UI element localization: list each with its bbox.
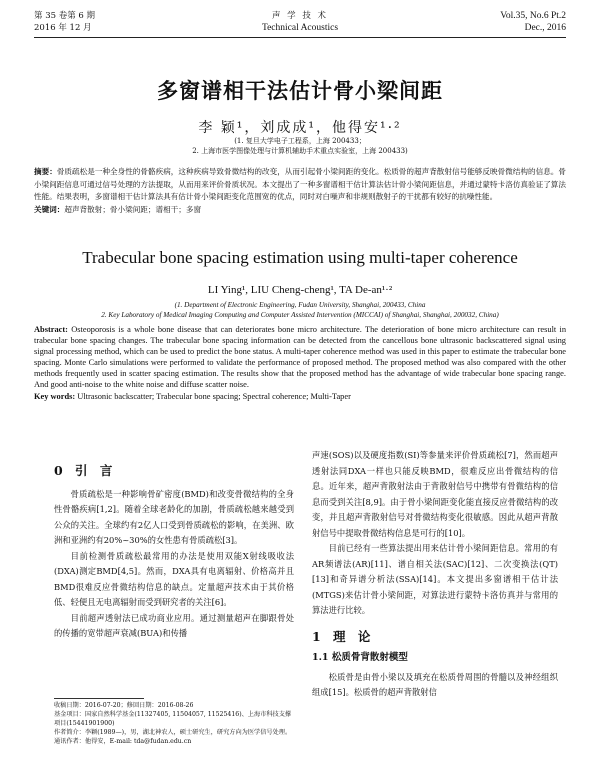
journal-name [34,10,566,34]
footnote [54,701,294,746]
section-1-heading: 1 理 论 [312,628,375,644]
volume-issue-cn: 第 35 卷第 6 期 [34,11,96,21]
intro-paragraph-5: 目前已经有一些算法提出用来估计骨小梁间距信息。常用的有AR频谱法(AR)[11]、谱自相关法(SAC)[12]、二次变换法(QT)[13]和奇异谱分析法(SSA)[14]。本文提出多窗谱相干估计法(MTGS)来估计骨小梁间距，对算法进行蒙特卡洛仿真并与常用的算法进行比较。 [312,543,558,615]
theory-paragraph-1: 松质骨是由骨小梁以及填充在松质骨周围的骨髓以及神经组织组成[15]。松质骨的超声背散射信 [312,671,558,697]
journal-name-cn: 声 学 技 术 [271,11,329,21]
affiliation-cn-line2: 2. 上海市医学图像处理与计算机辅助手术重点实验室，上海 200433) [192,147,408,155]
left-column [54,463,294,642]
journal-name-en: Technical Acoustics [261,23,339,33]
right-column [312,448,558,701]
abstract-en [34,324,566,402]
footnote-received: 收稿日期：2016-07-20；修回日期：2016-08-26 [54,702,194,709]
affiliation-cn [0,136,600,156]
volume-issue-en: Vol.35, No.6 Pt.2 [500,11,566,21]
title-cn: 多窗谱相干法估计骨小梁间距 [157,78,443,103]
section-0-heading: 0 引 言 [54,463,117,478]
keywords-cn-label: 关键词： [34,204,65,214]
footnote-fund: 基金项目：国家自然科学基金(11327405, 11504057, 11525416)、上海市科技支撑项目(15441901900) [54,711,292,727]
title-en: Trabecular bone spacing estimation using multi-taper coherence [82,248,518,267]
abstract-cn [34,166,566,216]
footnote-divider [54,698,144,699]
footnote-contact: 通讯作者：他得安，E-mail: tda@fudan.edu.cn [54,738,192,745]
footnote-author: 作者简介：李颖(1989—)，男，湖北神农人，硕士研究生，研究方向为医学信号处理。 [54,729,292,736]
affiliation-en-line1: (1. Department of Electronic Engineering, Fudan University, Shanghai, 200433, China [174,301,426,309]
intro-paragraph-1: 骨质疏松是一种影响骨矿密度(BMD)和改变骨微结构的全身性骨骼疾病[1,2]。随着全球老龄化的加剧，骨质疏松越来越受到公众的关注。全球约有2亿人口受到骨质疏松的影响，在美洲、欧洲和亚洲约有20%~30%的女性患有骨质疏松[3]。 [54,488,294,545]
affiliation-cn-line1: (1. 复旦大学电子工程系，上海 200433； [234,137,366,145]
intro-paragraph-3: 目前超声透射法已成功商业应用。通过测量超声在脚跟骨处的传播的宽带超声衰减(BUA)和传播 [54,612,294,638]
keywords-cn: 超声背散射；骨小梁间距；谱相干；多窗 [64,204,202,214]
intro-paragraph-4: 声速(SOS)以及硬度指数(SI)等参量来评价骨质疏松[7]，然而超声透射法同DXA一样也只能反映BMD，很难反应出骨微结构的信息。近年来，超声背散射法由于背散射信号中携带有骨微结构的信息而受到关注[8,9]。由于骨小梁间距变化能直接反应骨微结构的改变，并且超声背散射信号对骨微结构变化很敏感。因此从超声背散射信号中提取骨微结构信息是可行的[10]。 [312,450,558,538]
abstract-en-text: Osteoporosis is a whole bone disease that can deteriorates bone micro architecture. The deterioration of bone micro architecture can result in trabecular bone spacing changes. The trabecular bone spacing information can be detected from the cancellous bone ultrasonic backscattered signal using signal processing method, which can be used to predict the bone status. A multi-taper coherence method was used in this paper to estimate the trabecular bone spacing. Monte Carlo simulations were performed to validate the performance of proposed method. The proposed method was also compared with the other methods frequently used in scatter spacing estimation. The results show that the proposed method has the advantage of wide trabecular bone spacing range. And good anti-noise to the white noise and diffuse scatter noise. [34,325,567,390]
authors-cn: 李 颖¹，刘成成¹，他得安¹·² [198,120,402,136]
intro-paragraph-2: 目前检测骨质疏松最常用的办法是使用双能X射线吸收法(DXA)测定BMD[4,5]。然而，DXA具有电离辐射、价格高并且BMD很难反应骨微结构信息的缺点。定量超声技术由于其价格低、轻便且无电离辐射而受到研究者的关注[6]。 [54,550,294,607]
abstract-cn-label: 摘要： [34,167,57,176]
header-divider [34,37,566,38]
keywords-en: Ultrasonic backscatter; Trabecular bone spacing; Spectral coherence; Multi-Taper [77,391,351,401]
abstract-cn-text: 骨质疏松是一种全身性的骨骼疾病，这种疾病导致骨微结构的改变，从而引起骨小梁间距的变化。松质骨的超声背散射信号能够反映骨微结构的信息。骨小梁间距信息可通过信号处理的方法提取，从而用来评价骨质状况。本文提出了一种多窗谱相干估计算法估计骨小梁间距信息，并通过蒙特卡洛仿真验证了算法性能。结果表明，多窗谱相干估计算法具有估计骨小梁间距变化范围宽的优点，同时对白噪声和非规则散射子的干扰都有较好的抗噪性能。 [34,167,567,202]
authors-en: LI Ying¹, LIU Cheng-cheng¹, TA De-an¹·² [207,284,393,296]
affiliation-en [0,300,600,320]
volume-info-en [500,10,566,34]
running-header [34,10,566,36]
affiliation-en-line2: 2. Key Laboratory of Medical Imaging Computing and Computer Assisted Intervention (MICCAI) of Shanghai, Shanghai, 200032, China) [101,311,499,319]
date-cn: 2016 年 12 月 [34,23,92,33]
abstract-en-label: Abstract: [34,325,68,334]
subsection-1-1-heading: 1.1 松质骨背散射模型 [312,652,408,663]
date-en: Dec., 2016 [524,23,566,33]
keywords-en-label: Key words: [34,391,76,401]
